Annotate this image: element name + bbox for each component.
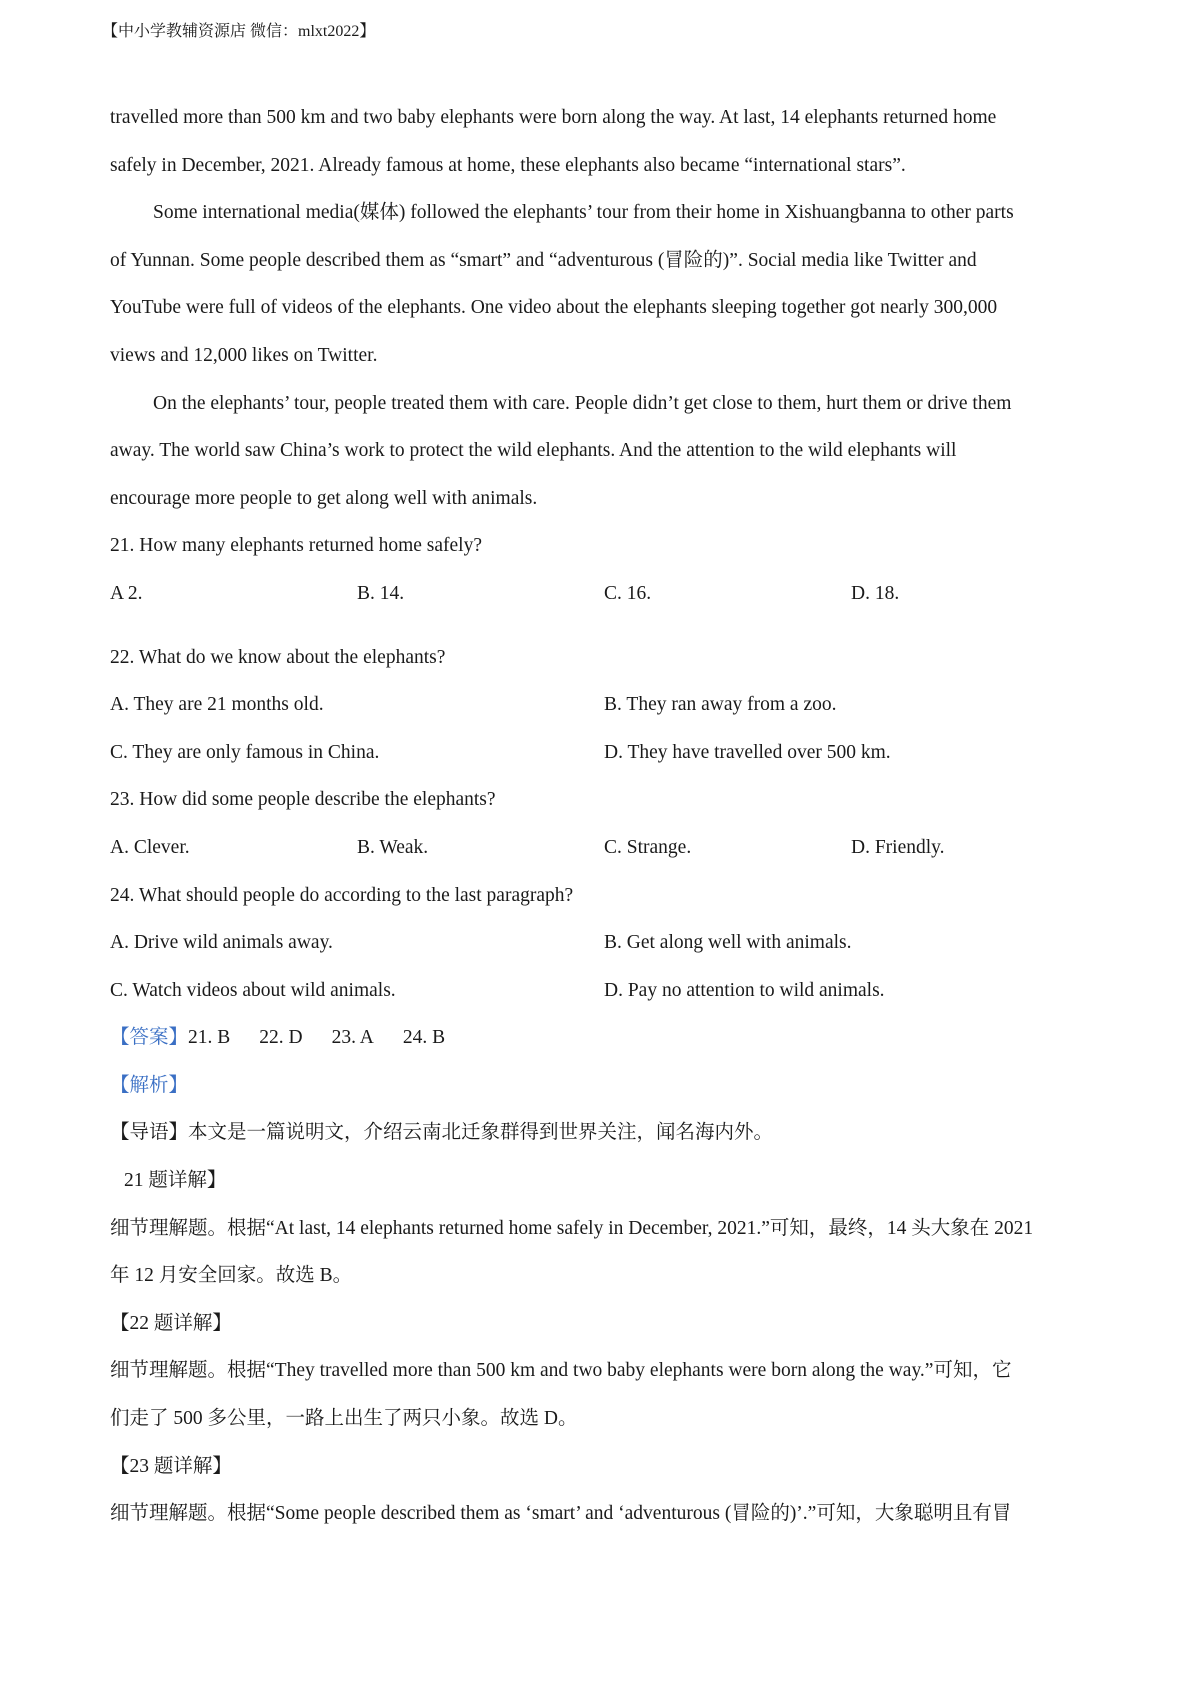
- option-a: A. Clever.: [110, 836, 190, 858]
- question-options: [110, 824, 1100, 872]
- option-a: A. They are 21 months old.: [110, 694, 324, 716]
- passage-line: of Yunnan. Some people described them as “smart” and “adventurous (冒险的)”. Social media like Twitter and: [110, 249, 977, 271]
- watermark-header: 【中小学教辅资源店 微信：mlxt2022】: [102, 23, 376, 40]
- option-d: D. They have travelled over 500 km.: [604, 741, 891, 763]
- question-stem: 21. How many elephants returned home safely?: [110, 535, 483, 557]
- passage-line: Some international media(媒体) followed the elephants’ tour from their home in Xishuangbanna to other parts: [153, 202, 1014, 224]
- option-c: C. 16.: [604, 582, 652, 604]
- q23-detail-heading: 【23 题详解】: [110, 1455, 232, 1477]
- q21-detail-line: 年 12 月安全回家。故选 B。: [110, 1265, 353, 1287]
- option-a: A 2.: [110, 582, 143, 604]
- answer-value: 22. D: [259, 1027, 303, 1049]
- q22-detail-line: 们走了 500 多公里，一路上出生了两只小象。故选 D。: [110, 1408, 578, 1430]
- option-c: C. Strange.: [604, 836, 692, 858]
- q22-detail-heading: 【22 题详解】: [110, 1312, 232, 1334]
- option-c: C. They are only famous in China.: [110, 741, 380, 763]
- passage-line: YouTube were full of videos of the elephants. One video about the elephants sleeping together got nearly 300,000: [110, 297, 998, 319]
- answer-label: 【答案】: [110, 1027, 189, 1049]
- q21-detail-heading: 21 题详解】: [124, 1170, 227, 1192]
- question-options: [110, 919, 1100, 967]
- option-d: D. 18.: [851, 582, 900, 604]
- option-d: D. Pay no attention to wild animals.: [604, 979, 885, 1001]
- option-d: D. Friendly.: [851, 836, 945, 858]
- question-options: [110, 967, 1100, 1015]
- question-24: [110, 872, 1100, 1015]
- question-22: [110, 634, 1100, 777]
- answer-line: [110, 1014, 1100, 1062]
- passage-line: travelled more than 500 km and two baby elephants were born along the way. At last, 14 elephants returned home: [110, 107, 997, 128]
- question-options: [110, 681, 1100, 729]
- document-body: [110, 94, 1100, 1538]
- question-options: [110, 570, 1100, 618]
- q22-detail-line: 细节理解题。根据“They travelled more than 500 km and two baby elephants were born along the way.”可知，它: [110, 1360, 1012, 1382]
- spacer: [110, 618, 1100, 634]
- passage-line: safely in December, 2021. Already famous at home, these elephants also became “international stars”.: [110, 154, 906, 176]
- passage-line: encourage more people to get along well with animals.: [110, 487, 538, 509]
- answer-value: 21. B: [188, 1027, 231, 1049]
- q21-detail-line: 细节理解题。根据“At last, 14 elephants returned home safely in December, 2021.”可知，最终，14 头大象在 2021: [110, 1217, 1034, 1239]
- question-stem: 22. What do we know about the elephants?: [110, 646, 446, 668]
- passage-line: away. The world saw China’s work to protect the wild elephants. And the attention to the wild elephants will: [110, 440, 957, 462]
- answer-value: 24. B: [402, 1027, 446, 1049]
- option-b: B. Get along well with animals.: [604, 932, 852, 954]
- question-21: [110, 522, 1100, 617]
- question-stem: 23. How did some people describe the elephants?: [110, 789, 496, 811]
- question-23: [110, 776, 1100, 871]
- question-stem: 24. What should people do according to the last paragraph?: [110, 884, 574, 906]
- question-options: [110, 729, 1100, 777]
- q23-detail-line: 细节理解题。根据“Some people described them as ‘smart’ and ‘adventurous (冒险的)’.”可知，大象聪明且有冒: [110, 1503, 1012, 1525]
- analysis-intro: 【导语】本文是一篇说明文，介绍云南北迁象群得到世界关注，闻名海内外。: [110, 1122, 774, 1144]
- passage: [110, 94, 1100, 522]
- option-b: B. They ran away from a zoo.: [604, 694, 837, 716]
- passage-line: On the elephants’ tour, people treated them with care. People didn’t get close to them, hurt them or drive them: [153, 392, 1012, 414]
- answer-value: 23. A: [331, 1027, 374, 1049]
- option-b: B. Weak.: [357, 836, 429, 858]
- option-b: B. 14.: [357, 582, 405, 604]
- passage-line: views and 12,000 likes on Twitter.: [110, 344, 378, 366]
- analysis-label: 【解析】: [110, 1074, 189, 1096]
- option-a: A. Drive wild animals away.: [110, 932, 333, 954]
- option-c: C. Watch videos about wild animals.: [110, 979, 396, 1001]
